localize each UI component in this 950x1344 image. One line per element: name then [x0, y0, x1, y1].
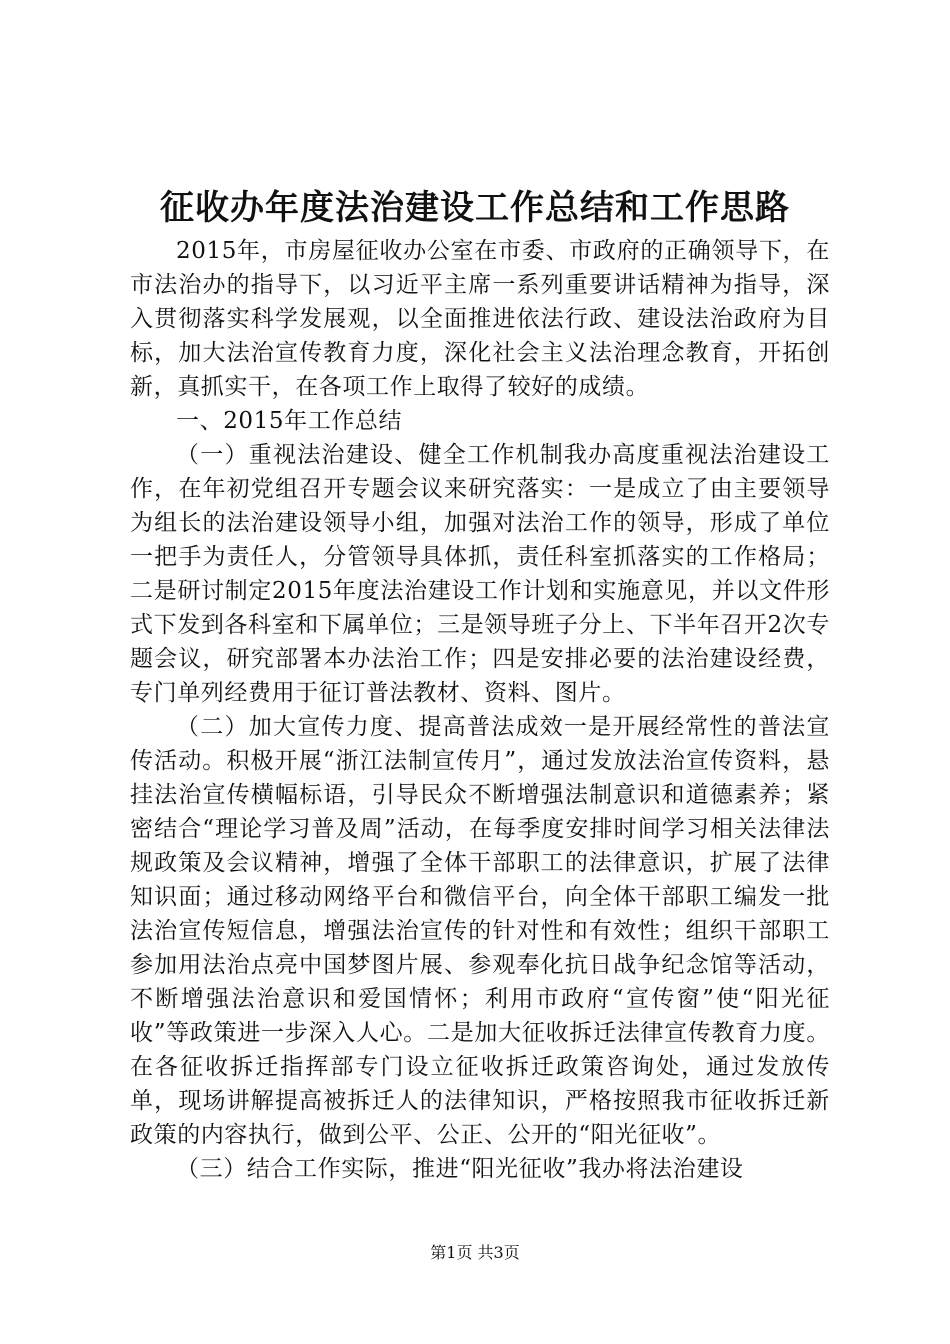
section-heading-summary: 一、2015年工作总结 — [176, 408, 403, 434]
document-body — [130, 234, 830, 1186]
page-footer: 第1页 共3页 — [430, 1243, 520, 1262]
intro-paragraph: 2015年，市房屋征收办公室在市委、市政府的正确领导下，在市法治办的指导下，以习近平主席一系列重要讲话精神为指导，深入贯彻落实科学发展观，以全面推进依法行政、建设法治政府为目标，加大法治宣传教育力度，深化社会主义法治理念教育，开拓创新，真抓实干，在各项工作上取得了较好的成绩。 — [130, 238, 830, 400]
paragraph-legal-mechanism: （一）重视法治建设、健全工作机制我办高度重视法治建设工作，在年初党组召开专题会议来研究落实：一是成立了由主要领导为组长的法治建设领导小组，加强对法治工作的领导，形成了单位一把手为责任人，分管领导具体抓，责任科室抓落实的工作格局；二是研讨制定2015年度法治建设工作计划和实施意见，并以文件形式下发到各科室和下属单位；三是领导班子分上、下半年召开2次专题会议，研究部署本办法治工作；四是安排必要的法治建设经费，专门单列经费用于征订普法教材、资料、图片。 — [130, 442, 830, 706]
paragraph-publicity: （二）加大宣传力度、提高普法成效一是开展经常性的普法宣传活动。积极开展“浙江法制宣传月”，通过发放法治宣传资料，悬挂法治宣传横幅标语，引导民众不断增强法制意识和道德素养；紧密结合“理论学习普及周”活动，在每季度安排时间学习相关法律法规政策及会议精神，增强了全体干部职工的法律意识，扩展了法律知识面；通过移动网络平台和微信平台，向全体干部职工编发一批法治宣传短信息，增强法治宣传的针对性和有效性；组织干部职工参加用法治点亮中国梦图片展、参观奉化抗日战争纪念馆等活动，不断增强法治意识和爱国情怀；利用市政府“宣传窗”使“阳光征收”等政策进一步深入人心。二是加大征收拆迁法律宣传教育力度。在各征收拆迁指挥部专门设立征收拆迁政策咨询处，通过发放传单，现场讲解提高被拆迁人的法律知识，严格按照我市征收拆迁新政策的内容执行，做到公平、公正、公开的“阳光征收”。 — [130, 714, 830, 1148]
document-title: 征收办年度法治建设工作总结和工作思路 — [160, 188, 790, 228]
paragraph-sunshine-expropriation: （三）结合工作实际，推进“阳光征收”我办将法治建设 — [176, 1156, 744, 1182]
